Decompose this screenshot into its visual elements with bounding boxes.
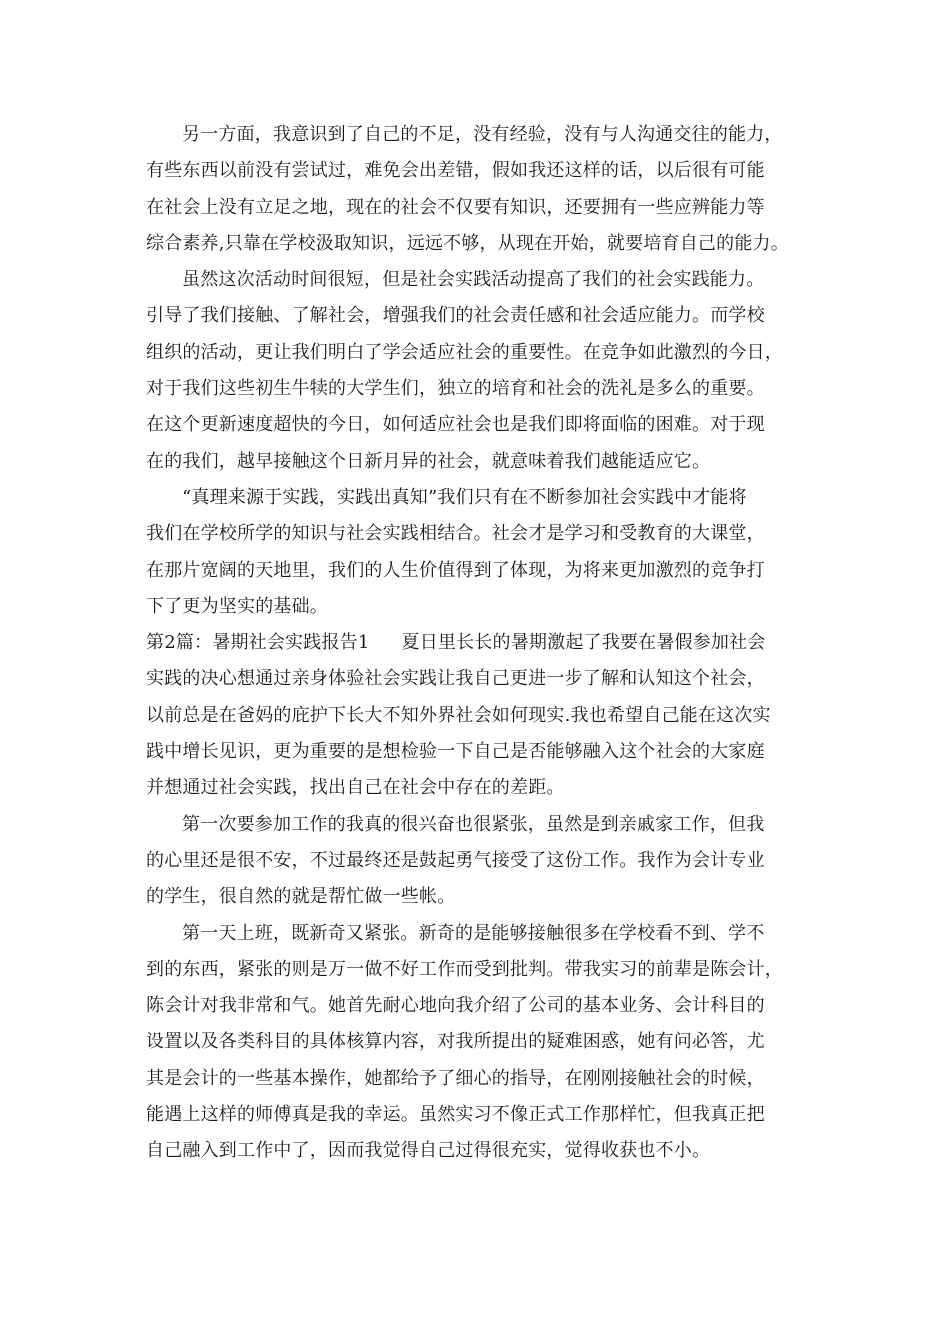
text-line: 在那片宽阔的天地里，我们的人生价值得到了体现，为将来更加激烈的竞争打 [146, 559, 765, 581]
text-line: 以前总是在爸妈的庇护下长大不知外界社会如何现实.我也希望自己能在这次实 [146, 704, 771, 726]
text-line: 能遇上这样的师傅真是我的幸运。虽然实习不像正式工作那样忙，但我真正把 [146, 1104, 765, 1126]
text-line: 在这个更新速度超快的今日，如何适应社会也是我们即将面临的困难。对于现 [146, 414, 765, 436]
text-line: 在的我们，越早接触这个日新月异的社会，就意味着我们越能适应它。 [146, 450, 711, 472]
text-line: 的心里还是很不安，不过最终还是鼓起勇气接受了这份工作。我作为会计专业 [146, 849, 765, 871]
text-line: 虽然这次活动时间很短，但是社会实践活动提高了我们的社会实践能力。 [182, 269, 765, 291]
text-line: 我们在学校所学的知识与社会实践相结合。社会才是学习和受教育的大课堂， [146, 523, 765, 545]
section-heading-line [146, 625, 826, 661]
text-line: 有些东西以前没有尝试过，难免会出差错，假如我还这样的话，以后很有可能 [146, 160, 765, 182]
text-line: 组织的活动，更让我们明白了学会适应社会的重要性。在竞争如此激烈的今日， [146, 341, 783, 363]
text-line: 自己融入到工作中了，因而我觉得自己过得很充实，觉得收获也不小。 [146, 1140, 711, 1162]
text-line: 实践的决心想通过亲身体验社会实践让我自己更进一步了解和认知这个社会， [146, 668, 765, 690]
text-line: 的学生，很自然的就是帮忙做一些帐。 [146, 886, 456, 908]
section-heading: 第2篇：暑期社会实践报告1 [146, 632, 370, 654]
text-line: 并想通过社会实践，找出自己在社会中存在的差距。 [146, 777, 565, 799]
text-line: 引导了我们接触、了解社会，增强我们的社会责任感和社会适应能力。而学校 [146, 305, 765, 327]
text-line: 综合素养,只靠在学校汲取知识，远远不够，从现在开始，就要培育自己的能力。 [146, 232, 789, 254]
section-first-text: 夏日里长长的暑期激起了我要在暑假参加社会 [401, 632, 766, 654]
text-line: 到的东西，紧张的则是万一做不好工作而受到批判。带我实习的前辈是陈会计， [146, 958, 783, 980]
text-line: 对于我们这些初生牛犊的大学生们，独立的培育和社会的洗礼是多么的重要。 [146, 378, 765, 400]
text-line: 第一次要参加工作的我真的很兴奋也很紧张，虽然是到亲戚家工作，但我 [182, 813, 765, 835]
text-line: 第一天上班，既新奇又紧张。新奇的是能够接触很多在学校看不到、学不 [182, 922, 765, 944]
text-line: 其是会计的一些基本操作，她都给予了细心的指导，在刚刚接触社会的时候， [146, 1067, 765, 1089]
text-line: 下了更为坚实的基础。 [146, 595, 328, 617]
text-line: 在社会上没有立足之地，现在的社会不仅要有知识，还要拥有一些应辨能力等 [146, 196, 765, 218]
text-line: 践中增长见识，更为重要的是想检验一下自己是否能够融入这个社会的大家庭 [146, 741, 765, 763]
text-line: 设置以及各类科目的具体核算内容，对我所提出的疑难困惑，她有问必答，尤 [146, 1031, 765, 1053]
text-line: 另一方面，我意识到了自己的不足，没有经验，没有与人沟通交往的能力， [182, 124, 783, 145]
text-line: “真理来源于实践，实践出真知”我们只有在不断参加社会实践中才能将 [182, 486, 747, 508]
body-text [146, 117, 826, 1170]
text-line: 陈会计对我非常和气。她首先耐心地向我介绍了公司的基本业务、会计科目的 [146, 995, 765, 1017]
